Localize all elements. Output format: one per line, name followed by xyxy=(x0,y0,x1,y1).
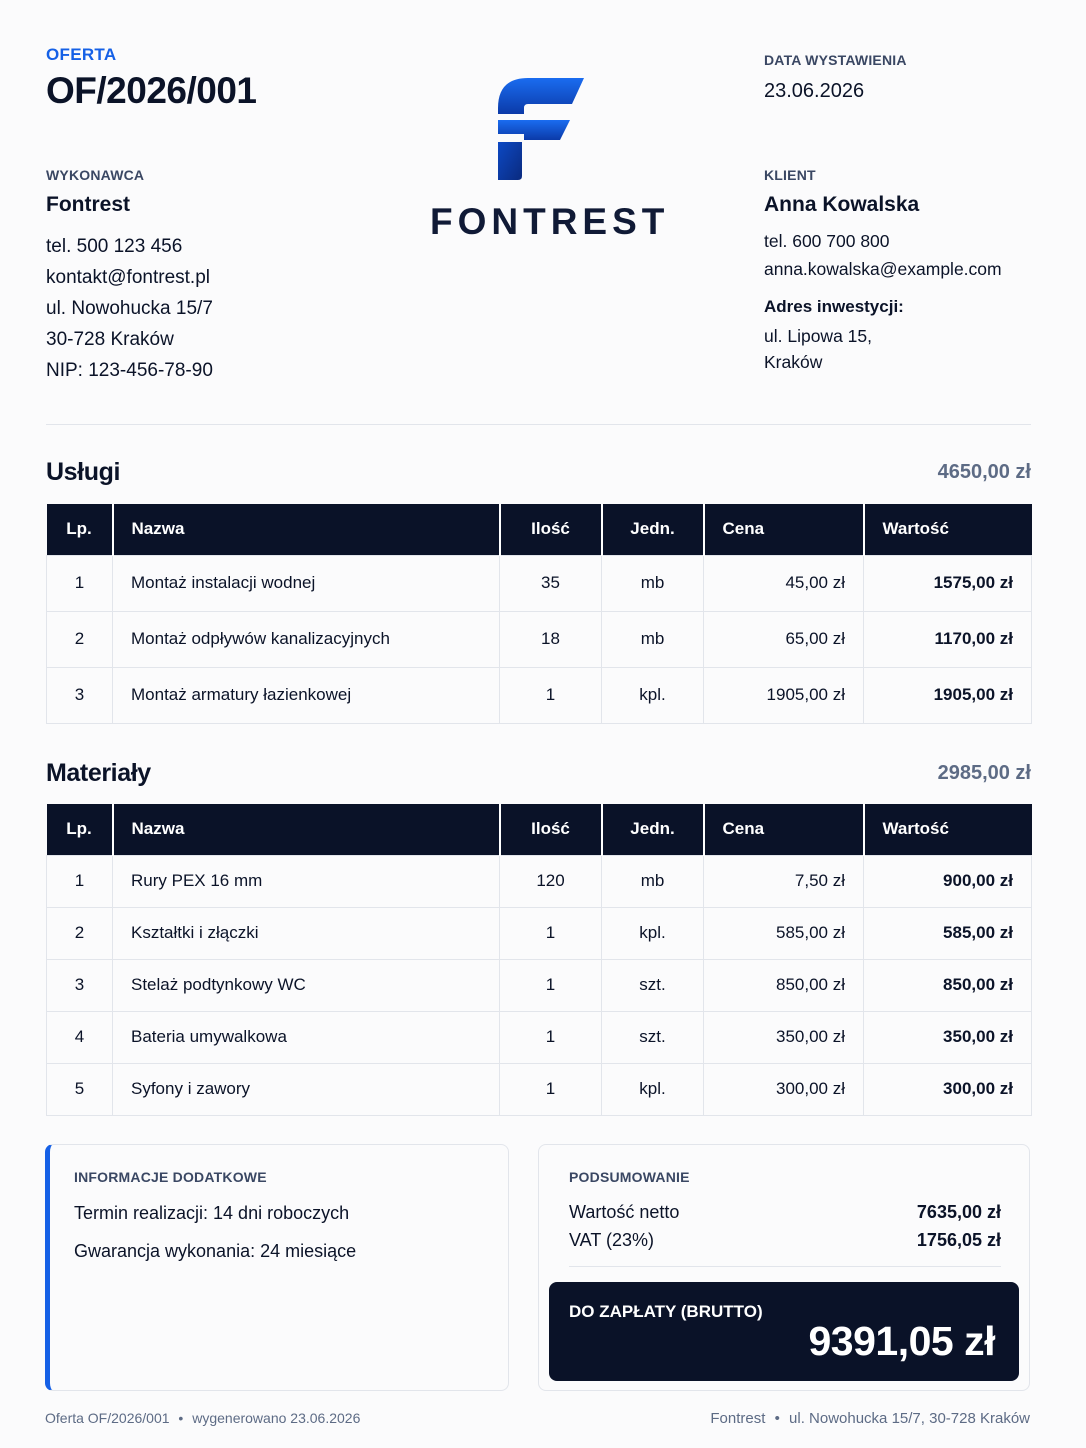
column-header-value: Wartość xyxy=(864,504,1032,555)
client-label: KLIENT xyxy=(764,167,816,183)
cell-name: Syfony i zawory xyxy=(113,1063,500,1115)
cell-qty: 120 xyxy=(500,855,602,907)
contractor-block xyxy=(46,167,213,386)
materials-table xyxy=(46,804,1032,1116)
cell-price: 65,00 zł xyxy=(704,611,864,667)
client-email: anna.kowalska@example.com xyxy=(764,259,1002,279)
footer-separator: • xyxy=(178,1410,184,1426)
table-row xyxy=(47,611,1032,667)
table-row xyxy=(47,555,1032,611)
header-divider xyxy=(46,424,1031,425)
table-row xyxy=(47,907,1032,959)
footer-document: Oferta OF/2026/001 xyxy=(45,1410,170,1426)
cell-name: Montaż odpływów kanalizacyjnych xyxy=(113,611,500,667)
summary-divider xyxy=(569,1266,1001,1267)
cell-name: Rury PEX 16 mm xyxy=(113,855,500,907)
materials-section-header xyxy=(46,755,1031,791)
column-header-qty: Ilość xyxy=(500,504,602,555)
warranty-term: Gwarancja wykonania: 24 miesiące xyxy=(74,1241,357,1261)
services-total: 4650,00 zł xyxy=(937,460,1031,483)
cell-value: 1170,00 zł xyxy=(864,611,1032,667)
client-block xyxy=(764,167,1002,375)
cell-lp: 1 xyxy=(47,855,113,907)
offer-label: OFERTA xyxy=(46,45,117,64)
cell-lp: 4 xyxy=(47,1011,113,1063)
cell-value: 350,00 zł xyxy=(864,1011,1032,1063)
cell-name: Montaż instalacji wodnej xyxy=(113,555,500,611)
client-contact xyxy=(764,227,1002,283)
column-header-name: Nazwa xyxy=(113,504,500,555)
cell-price: 350,00 zł xyxy=(704,1011,864,1063)
contractor-label: WYKONAWCA xyxy=(46,167,145,183)
cell-unit: kpl. xyxy=(602,667,704,723)
cell-qty: 1 xyxy=(500,959,602,1011)
contractor-street: ul. Nowohucka 15/7 xyxy=(46,298,213,319)
services-table xyxy=(46,504,1032,724)
cell-lp: 3 xyxy=(47,667,113,723)
cell-unit: kpl. xyxy=(602,1063,704,1115)
cell-lp: 2 xyxy=(47,611,113,667)
issue-date-label: DATA WYSTAWIENIA xyxy=(764,52,907,68)
cell-value: 850,00 zł xyxy=(864,959,1032,1011)
additional-info-box xyxy=(45,1144,509,1391)
completion-term: Termin realizacji: 14 dni roboczych xyxy=(74,1203,350,1223)
cell-price: 1905,00 zł xyxy=(704,667,864,723)
table-row xyxy=(47,667,1032,723)
client-phone: tel. 600 700 800 xyxy=(764,231,890,251)
materials-title: Materiały xyxy=(46,758,151,787)
cell-price: 7,50 zł xyxy=(704,855,864,907)
column-header-lp: Lp. xyxy=(47,804,113,855)
logo-wordmark: FONTREST xyxy=(430,201,670,242)
column-header-unit: Jedn. xyxy=(602,804,704,855)
footer-separator: • xyxy=(774,1410,780,1427)
cell-name: Montaż armatury łazienkowej xyxy=(113,667,500,723)
cell-price: 850,00 zł xyxy=(704,959,864,1011)
investment-address-line2: Kraków xyxy=(764,352,823,372)
contractor-name: Fontrest xyxy=(46,193,130,216)
cell-value: 585,00 zł xyxy=(864,907,1032,959)
cell-name: Kształtki i złączki xyxy=(113,907,500,959)
cell-name: Stelaż podtynkowy WC xyxy=(113,959,500,1011)
cell-unit: szt. xyxy=(602,1011,704,1063)
cell-qty: 35 xyxy=(500,555,602,611)
contractor-city: 30-728 Kraków xyxy=(46,329,174,350)
investment-address xyxy=(764,323,1002,375)
cell-price: 45,00 zł xyxy=(704,555,864,611)
cell-name: Bateria umywalkowa xyxy=(113,1011,500,1063)
column-header-qty: Ilość xyxy=(500,804,602,855)
table-row xyxy=(47,959,1032,1011)
footer-generated: wygenerowano 23.06.2026 xyxy=(192,1410,361,1426)
table-row xyxy=(47,1011,1032,1063)
additional-info-label: INFORMACJE DODATKOWE xyxy=(74,1169,267,1185)
table-header-row xyxy=(47,804,1032,855)
client-name: Anna Kowalska xyxy=(764,193,920,216)
contractor-nip: NIP: 123-456-78-90 xyxy=(46,360,213,381)
table-header-row xyxy=(47,504,1032,555)
contractor-phone: tel. 500 123 456 xyxy=(46,236,183,257)
issue-date: 23.06.2026 xyxy=(764,80,865,102)
cell-qty: 1 xyxy=(500,907,602,959)
cell-lp: 3 xyxy=(47,959,113,1011)
cell-value: 300,00 zł xyxy=(864,1063,1032,1115)
summary-box xyxy=(538,1144,1030,1391)
footer-right xyxy=(710,1410,1030,1427)
vat-label: VAT (23%) xyxy=(569,1230,655,1250)
cell-unit: mb xyxy=(602,611,704,667)
net-value: 7635,00 zł xyxy=(916,1202,1001,1222)
cell-qty: 1 xyxy=(500,1011,602,1063)
cell-qty: 1 xyxy=(500,667,602,723)
net-value-row xyxy=(569,1202,1001,1223)
cell-qty: 1 xyxy=(500,1063,602,1115)
investment-address-label: Adres inwestycji: xyxy=(764,297,904,316)
cell-lp: 2 xyxy=(47,907,113,959)
offer-number: OF/2026/001 xyxy=(46,70,257,111)
column-header-lp: Lp. xyxy=(47,504,113,555)
materials-total: 2985,00 zł xyxy=(937,761,1031,784)
cell-value: 900,00 zł xyxy=(864,855,1032,907)
column-header-name: Nazwa xyxy=(113,804,500,855)
gross-total-amount: 9391,05 zł xyxy=(808,1318,995,1364)
fontrest-f-logo-icon xyxy=(498,76,588,180)
footer-address: ul. Nowohucka 15/7, 30-728 Kraków xyxy=(789,1410,1030,1427)
cell-lp: 1 xyxy=(47,555,113,611)
cell-price: 585,00 zł xyxy=(704,907,864,959)
cell-unit: kpl. xyxy=(602,907,704,959)
contractor-details xyxy=(46,231,213,386)
gross-total-panel xyxy=(549,1282,1019,1381)
column-header-price: Cena xyxy=(704,504,864,555)
cell-unit: szt. xyxy=(602,959,704,1011)
issue-date-block xyxy=(764,52,907,103)
footer-company: Fontrest xyxy=(710,1410,766,1427)
services-section-header xyxy=(46,454,1031,490)
cell-unit: mb xyxy=(602,555,704,611)
net-value-label: Wartość netto xyxy=(569,1202,680,1222)
vat-row xyxy=(569,1230,1001,1251)
cell-lp: 5 xyxy=(47,1063,113,1115)
gross-total-label: DO ZAPŁATY (BRUTTO) xyxy=(569,1302,763,1321)
column-header-value: Wartość xyxy=(864,804,1032,855)
cell-value: 1575,00 zł xyxy=(864,555,1032,611)
cell-value: 1905,00 zł xyxy=(864,667,1032,723)
investment-address-line1: ul. Lipowa 15, xyxy=(764,326,872,346)
cell-unit: mb xyxy=(602,855,704,907)
column-header-unit: Jedn. xyxy=(602,504,704,555)
column-header-price: Cena xyxy=(704,804,864,855)
footer-left xyxy=(45,1410,360,1426)
contractor-email: kontakt@fontrest.pl xyxy=(46,267,210,288)
cell-qty: 18 xyxy=(500,611,602,667)
cell-price: 300,00 zł xyxy=(704,1063,864,1115)
summary-label: PODSUMOWANIE xyxy=(569,1169,690,1185)
table-row xyxy=(47,1063,1032,1115)
vat-value: 1756,05 zł xyxy=(916,1230,1001,1250)
table-row xyxy=(47,855,1032,907)
services-title: Usługi xyxy=(46,457,120,486)
